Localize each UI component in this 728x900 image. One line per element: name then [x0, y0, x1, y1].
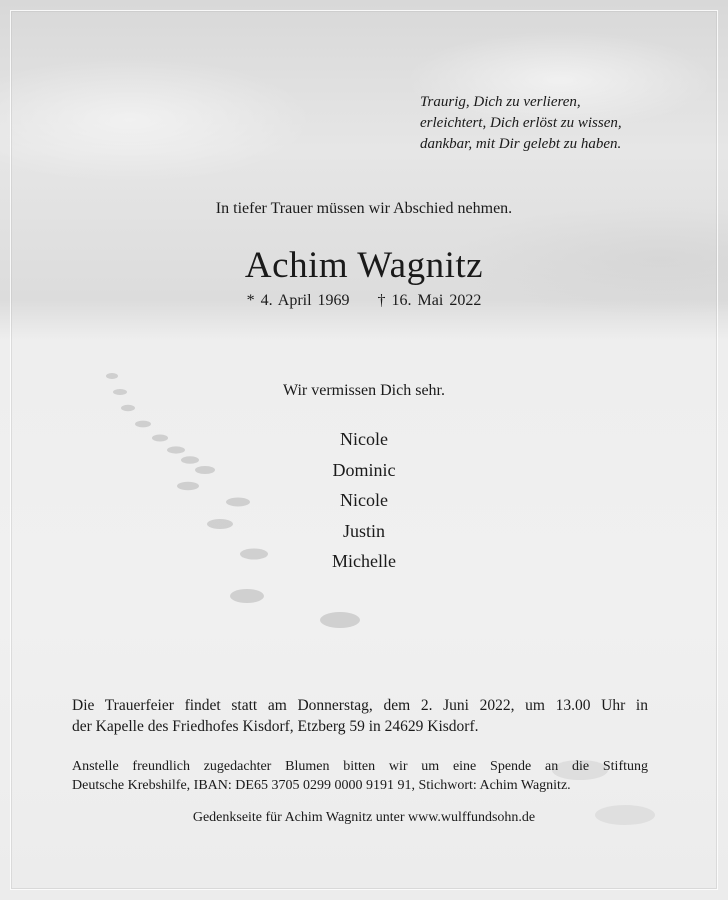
life-dates	[0, 292, 728, 310]
family-member-name: Nicole	[340, 490, 388, 510]
funeral-line: Die Trauerfeier findet statt am Donnerstag, dem 2. Juni 2022, um 13.00 Uhr in	[72, 697, 648, 714]
poem	[420, 92, 650, 155]
memorial-page-text: Gedenkseite für Achim Wagnitz unter www.wulffundsohn.de	[192, 810, 536, 825]
family-member-name: Dominic	[332, 459, 396, 480]
donation-info	[72, 758, 648, 795]
funeral-line: der Kapelle des Friedhofes Kisdorf, Etzberg 59 in 24629 Kisdorf.	[72, 718, 479, 735]
donation-line: Deutsche Krebshilfe, IBAN: DE65 3705 0299 0000 9191 91, Stichwort: Achim Wagnitz.	[72, 777, 571, 793]
death-date: † 16. Mai 2022	[377, 292, 482, 309]
intro-text: In tiefer Trauer müssen wir Abschied nehmen.	[215, 200, 513, 217]
miss-you-text: Wir vermissen Dich sehr.	[283, 382, 445, 399]
donation-line: Anstelle freundlich zugedachter Blumen bitten wir um eine Spende an die Stiftung	[72, 759, 648, 774]
poem-line: dankbar, mit Dir gelebt zu haben.	[420, 136, 622, 152]
poem-line: Traurig, Dich zu verlieren,	[420, 94, 581, 110]
family-names	[0, 424, 728, 577]
funeral-info	[72, 695, 648, 737]
family-member-name: Nicole	[340, 429, 388, 449]
poem-line: erleichtert, Dich erlöst zu wissen,	[420, 115, 622, 131]
family-member-name: Michelle	[332, 551, 396, 571]
birth-date: * 4. April 1969	[246, 292, 350, 309]
family-member-name: Justin	[342, 520, 385, 541]
deceased-name: Achim Wagnitz	[244, 245, 484, 286]
